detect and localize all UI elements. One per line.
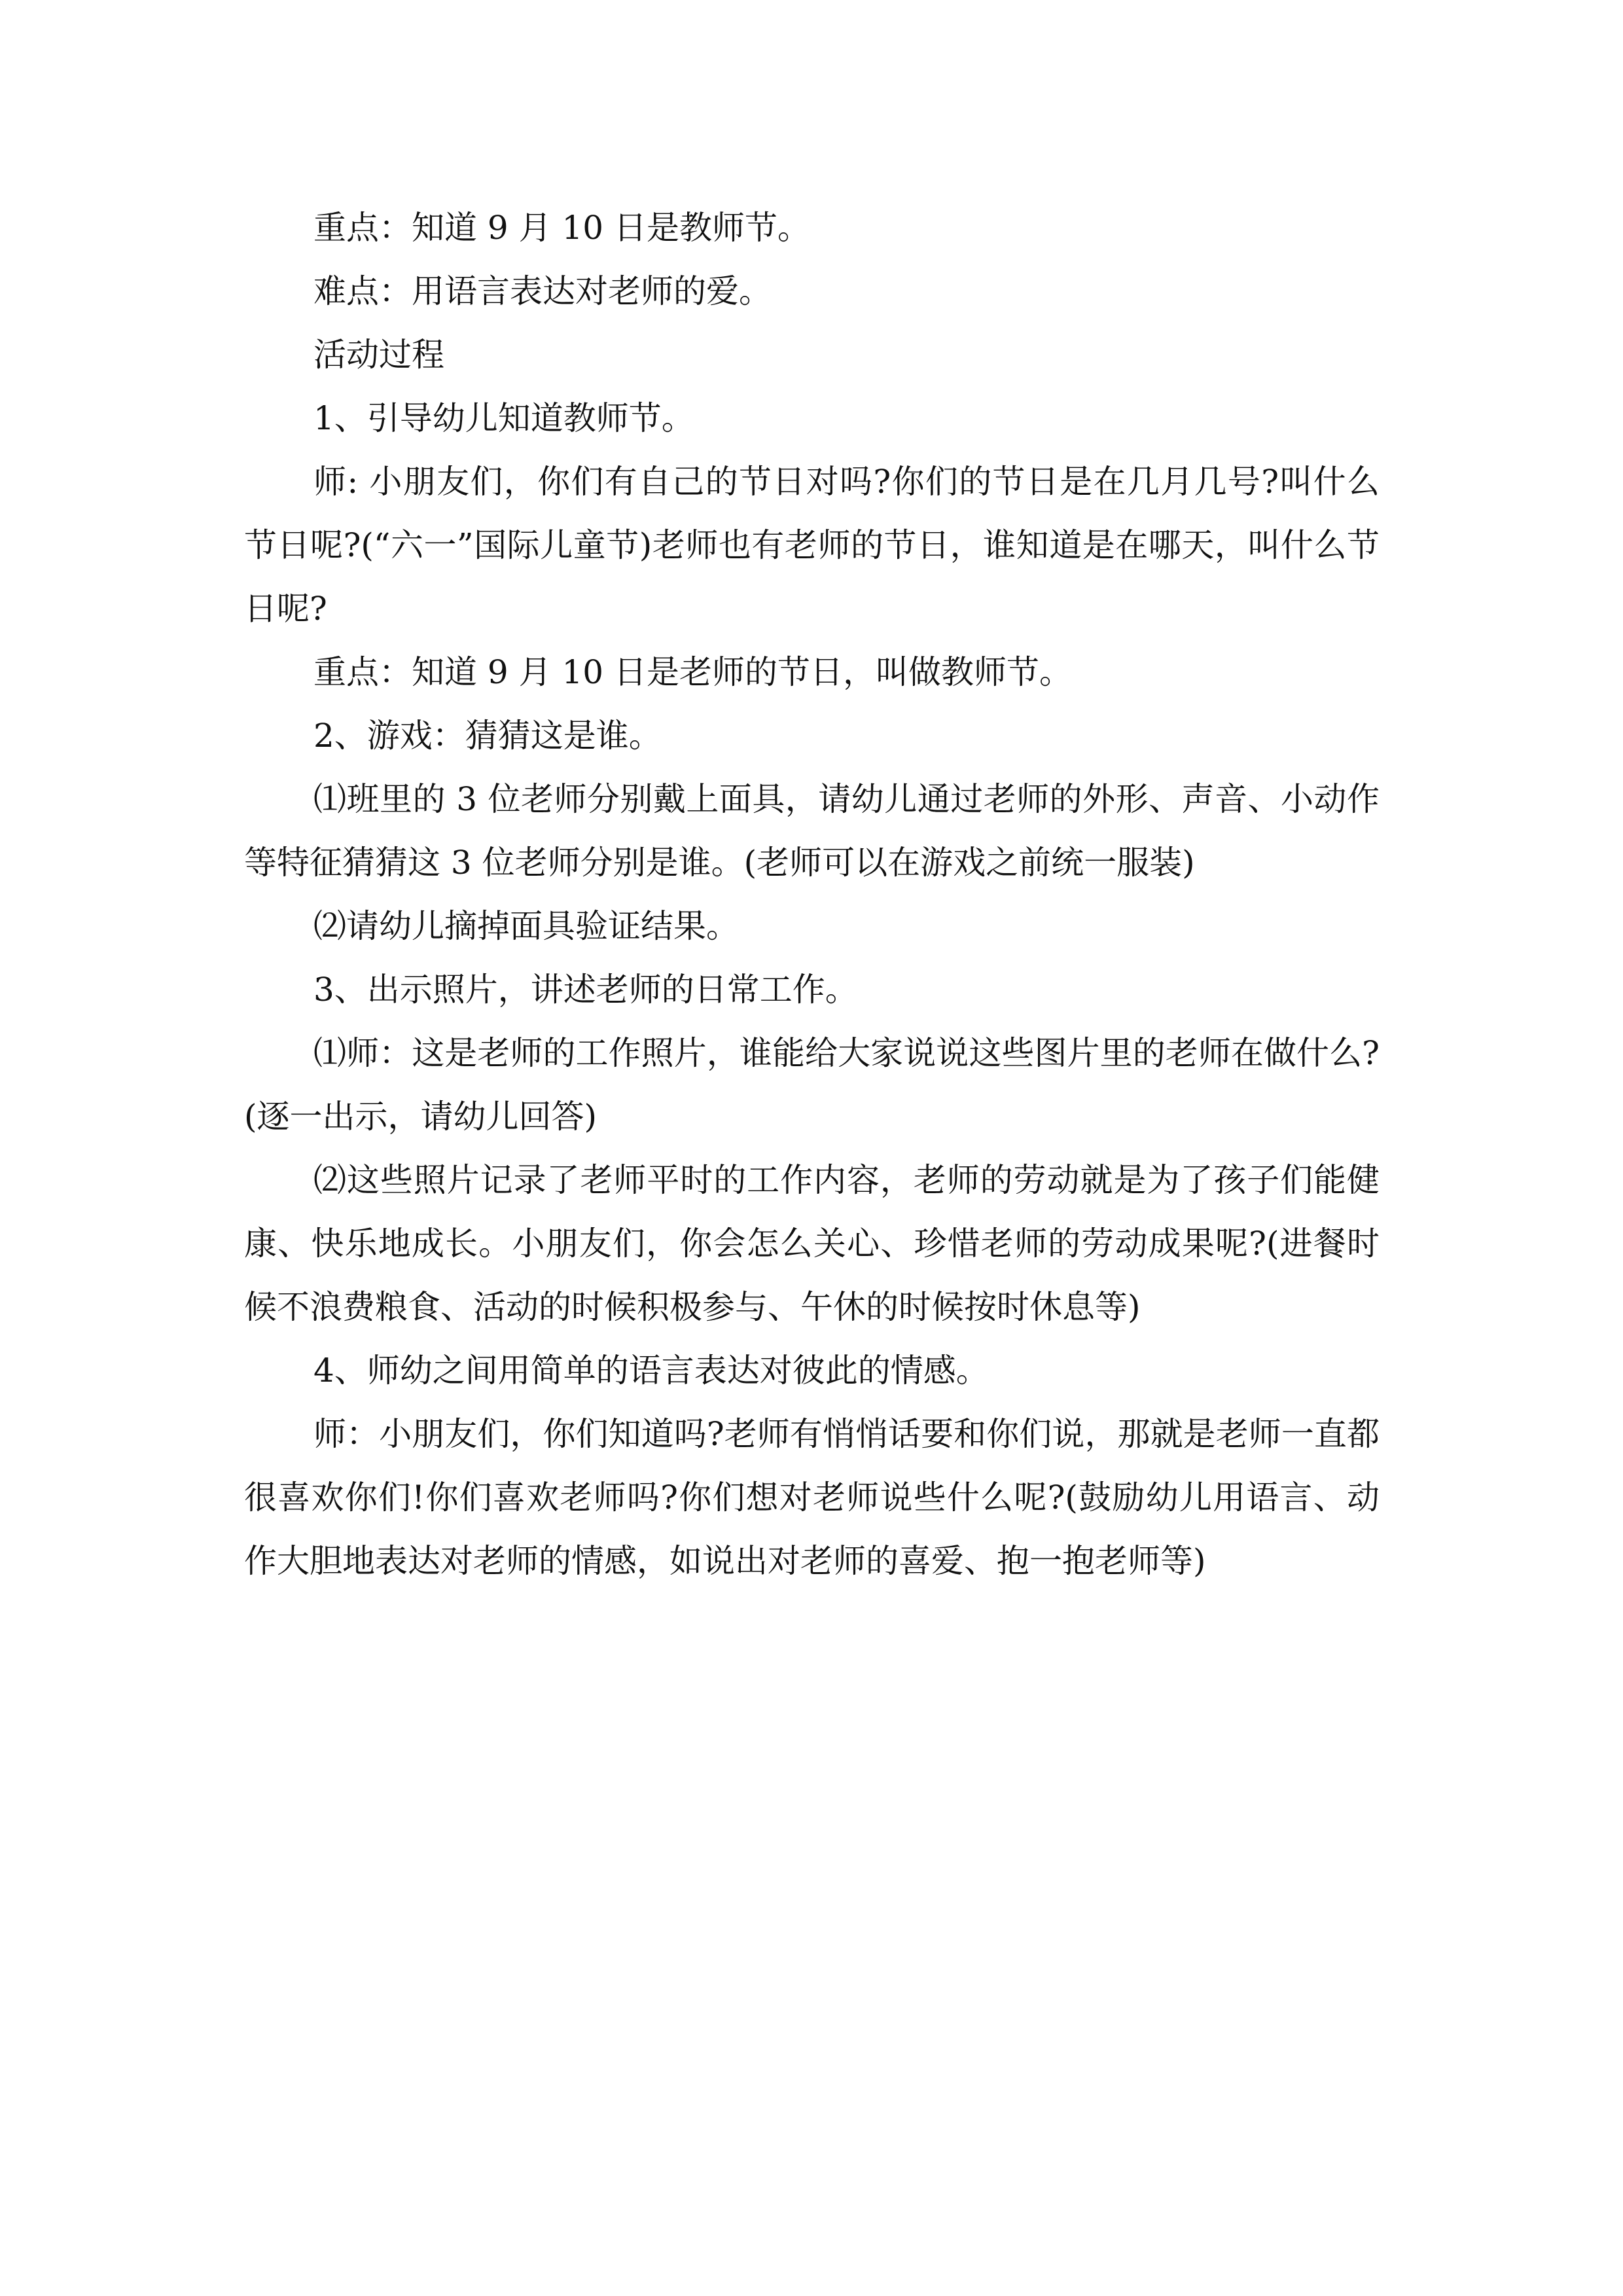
paragraph-teacher-closing: 师：小朋友们，你们知道吗?老师有悄悄话要和你们说，那就是老师一直都很喜欢你们!你们喜欢老师吗?你们想对老师说些什么呢?(鼓励幼儿用语言、动作大胆地表达对老师的情感，如说出对老师的喜爱、抱一抱老师等): [244, 1415, 1380, 1580]
paragraph-game-step-1: ⑴班里的 3 位老师分别戴上面具，请幼儿通过老师的外形、声音、小动作等特征猜猜这 3 位老师分别是谁。(老师可以在游戏之前统一服装): [244, 780, 1380, 882]
paragraph-key-point-2: 重点：知道 9 月 10 日是老师的节日，叫做教师节。: [313, 653, 1073, 691]
step-heading-1: 1、引导幼儿知道教师节。: [313, 399, 694, 437]
paragraph-teacher-question: 师: 小朋友们，你们有自己的节日对吗?你们的节日是在几月几号?叫什么节日呢?(“六一”国际儿童节)老师也有老师的节日，谁知道是在哪天，叫什么节日呢?: [244, 463, 1380, 628]
paragraph-photo-step-2: ⑵这些照片记录了老师平时的工作内容，老师的劳动就是为了孩子们能健康、快乐地成长。小朋友们，你会怎么关心、珍惜老师的劳动成果呢?(进餐时候不浪费粮食、活动的时候积极参与、午休的时候按时休息等): [244, 1161, 1380, 1326]
paragraph-difficulty: 难点：用语言表达对老师的爱。: [313, 272, 772, 310]
step-heading-2: 2、游戏：猜猜这是谁。: [313, 717, 662, 755]
paragraph-key-point: 重点：知道 9 月 10 日是教师节。: [313, 209, 811, 247]
paragraph-photo-step-1: ⑴师：这是老师的工作照片，谁能给大家说说这些图片里的老师在做什么?(逐一出示，请幼儿回答): [244, 1034, 1380, 1136]
paragraph-game-step-2: ⑵请幼儿摘掉面具验证结果。: [313, 907, 739, 945]
step-heading-4: 4、师幼之间用简单的语言表达对彼此的情感。: [313, 1352, 989, 1390]
step-heading-3: 3、出示照片，讲述老师的日常工作。: [313, 971, 858, 1009]
section-heading-activity-process: 活动过程: [313, 336, 444, 374]
document-body: [244, 196, 1380, 1593]
